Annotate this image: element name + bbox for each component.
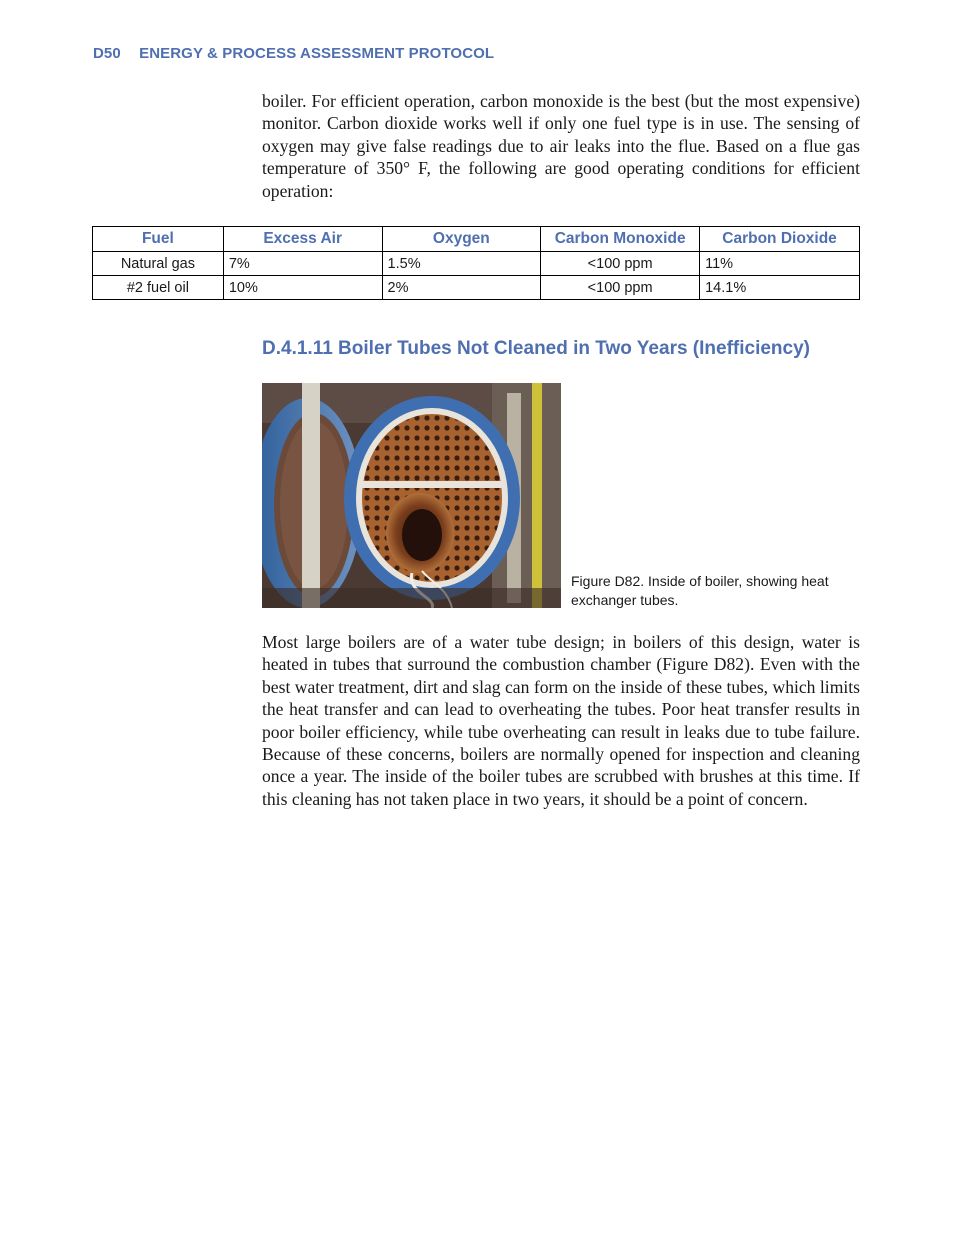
- section-heading: D.4.1.11 Boiler Tubes Not Cleaned in Two Years (Inefficiency): [262, 338, 810, 359]
- running-title: ENERGY & PROCESS ASSESSMENT PROTOCOL: [139, 45, 495, 62]
- cell-carbon-monoxide: <100 ppm: [541, 276, 700, 300]
- header-excess-air: Excess Air: [223, 227, 382, 252]
- cell-oxygen: 2%: [382, 276, 541, 300]
- figure-caption: Figure D82. Inside of boiler, showing heat exchanger tubes.: [571, 573, 829, 608]
- boiler-photo: [262, 383, 561, 608]
- flue-gas-conditions-table: [92, 226, 860, 300]
- body-paragraph-2: Most large boilers are of a water tube design; in boilers of this design, water is heated in tubes that surround the combustion chamber (Figure D82). Even with the best water treatment, dirt and slag can form on the inside of these tubes, which limits the heat transfer and can lead to overheating the tubes. Poor heat transfer results in poor boiler efficiency, while tube overheating can result in leaks due to tube failure. Because of these concerns, boilers are normally opened for inspection and cleaning once a year. The inside of the boiler tubes are scrubbed with brushes at this time. If this cleaning has not taken place in two years, it should be a point of concern.: [262, 632, 860, 809]
- running-header: [93, 45, 494, 62]
- cell-excess-air: 10%: [223, 276, 382, 300]
- cell-oxygen: 1.5%: [382, 252, 541, 276]
- page-number: D50: [93, 45, 121, 62]
- cell-carbon-dioxide: 11%: [700, 252, 860, 276]
- table-header-row: [93, 227, 860, 252]
- table-row: [93, 252, 860, 276]
- table-row: [93, 276, 860, 300]
- header-oxygen: Oxygen: [382, 227, 541, 252]
- header-carbon-monoxide: Carbon Monoxide: [541, 227, 700, 252]
- cell-excess-air: 7%: [223, 252, 382, 276]
- body-paragraph-1: boiler. For efficient operation, carbon monoxide is the best (but the most expensive) monitor. Carbon dioxide works well if only one fuel type is in use. The sensing of oxygen may give false readings due to air leaks into the flue. Based on a flue gas temperature of 350° F, the following are good operating conditions for efficient operation:: [262, 91, 860, 201]
- cell-fuel: #2 fuel oil: [93, 276, 224, 300]
- cell-carbon-monoxide: <100 ppm: [541, 252, 700, 276]
- cell-carbon-dioxide: 14.1%: [700, 276, 860, 300]
- header-fuel: Fuel: [93, 227, 224, 252]
- cell-fuel: Natural gas: [93, 252, 224, 276]
- header-carbon-dioxide: Carbon Dioxide: [700, 227, 860, 252]
